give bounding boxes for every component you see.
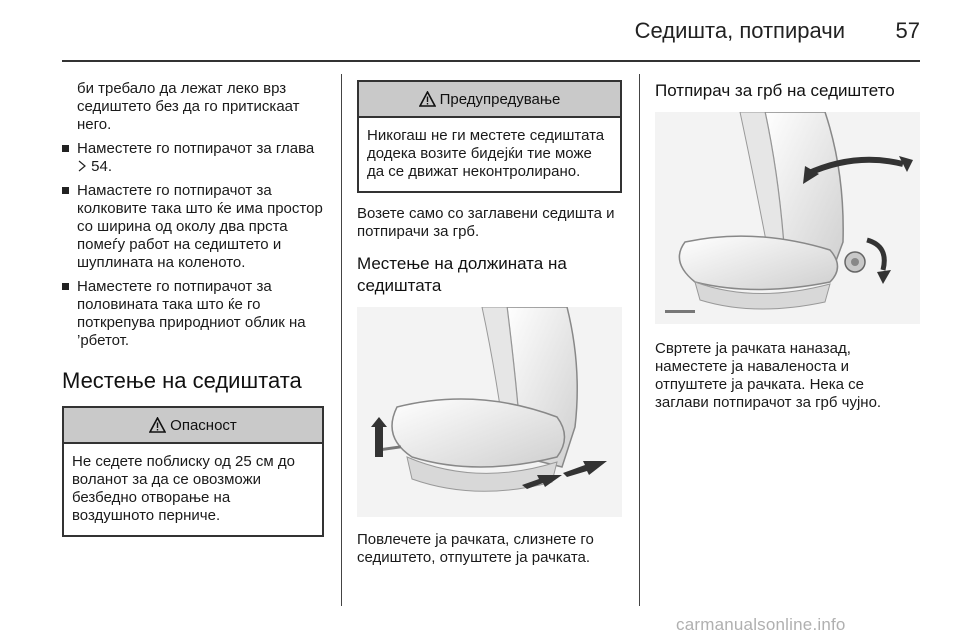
list-item (62, 182, 324, 272)
intro-paragraph: би требало да лежат леко врз седиштето без да го притискаат него. (77, 80, 300, 133)
column-divider-2 (639, 74, 640, 606)
bullet-list (62, 140, 324, 350)
subsection-title: Потпирач за грб на седиштето (655, 81, 895, 100)
warning-triangle-icon (149, 417, 166, 433)
figure-caption: Повлечете ја рачката, слизнете го седиштето, отпуштете ја рачката. (357, 531, 594, 566)
list-item-text: Наместете го потпирачот за половината така што ќе го поткрепува природниот облик на ’рбетот. (77, 278, 306, 349)
seat-length-illustration (357, 307, 622, 517)
list-item-text: Намастете го потпирачот за колковите така што ќе има простор со ширина од околу два прста помеѓу работ на седиштето и шуплината на коленото. (77, 182, 323, 271)
page-reference[interactable]: 54. (91, 158, 113, 175)
page-reference-arrow-icon (77, 158, 87, 175)
page-number: 57 (895, 18, 920, 43)
header-rule (62, 60, 920, 62)
danger-box (62, 406, 324, 537)
column-divider-1 (341, 74, 342, 606)
list-item (62, 278, 324, 350)
column-3 (655, 80, 920, 412)
running-header-title: Седишта, потпирачи (634, 18, 845, 43)
danger-box-text: Не седете поблиску од 25 см до воланот за да се овозможи безбедно отворање на воздушното перниче. (72, 453, 295, 524)
note-paragraph: Возете само со заглавени седишта и потпирачи за грб. (357, 205, 615, 240)
bullet-square-icon (62, 145, 69, 152)
list-item (62, 140, 324, 176)
warning-box-text: Никогаш не ги местете седиштата додека возите бидејќи тие може да се движат неконтролирано. (367, 127, 605, 180)
seat-backrest-illustration (655, 112, 920, 324)
warning-triangle-icon (419, 91, 436, 107)
watermark: carmanualsonline.info (676, 615, 846, 634)
warning-box (357, 80, 622, 193)
warning-box-header (359, 82, 620, 118)
figure-caption: Свртете ја рачката наназад, наместете ја наваленоста и отпуштете ја рачката. Нека се заглави потпирачот за грб чујно. (655, 340, 882, 411)
column-2 (357, 80, 622, 567)
list-item-text: Наместете го потпирачот за глава (77, 140, 315, 157)
danger-box-header (64, 408, 322, 444)
danger-box-title: Опасност (170, 416, 237, 434)
bullet-square-icon (62, 283, 69, 290)
section-title: Местење на седиштата (62, 368, 302, 393)
column-1 (62, 80, 324, 537)
subsection-title: Местење на должината на седиштата (357, 254, 567, 295)
warning-box-title: Предупредување (439, 90, 561, 108)
bullet-square-icon (62, 187, 69, 194)
